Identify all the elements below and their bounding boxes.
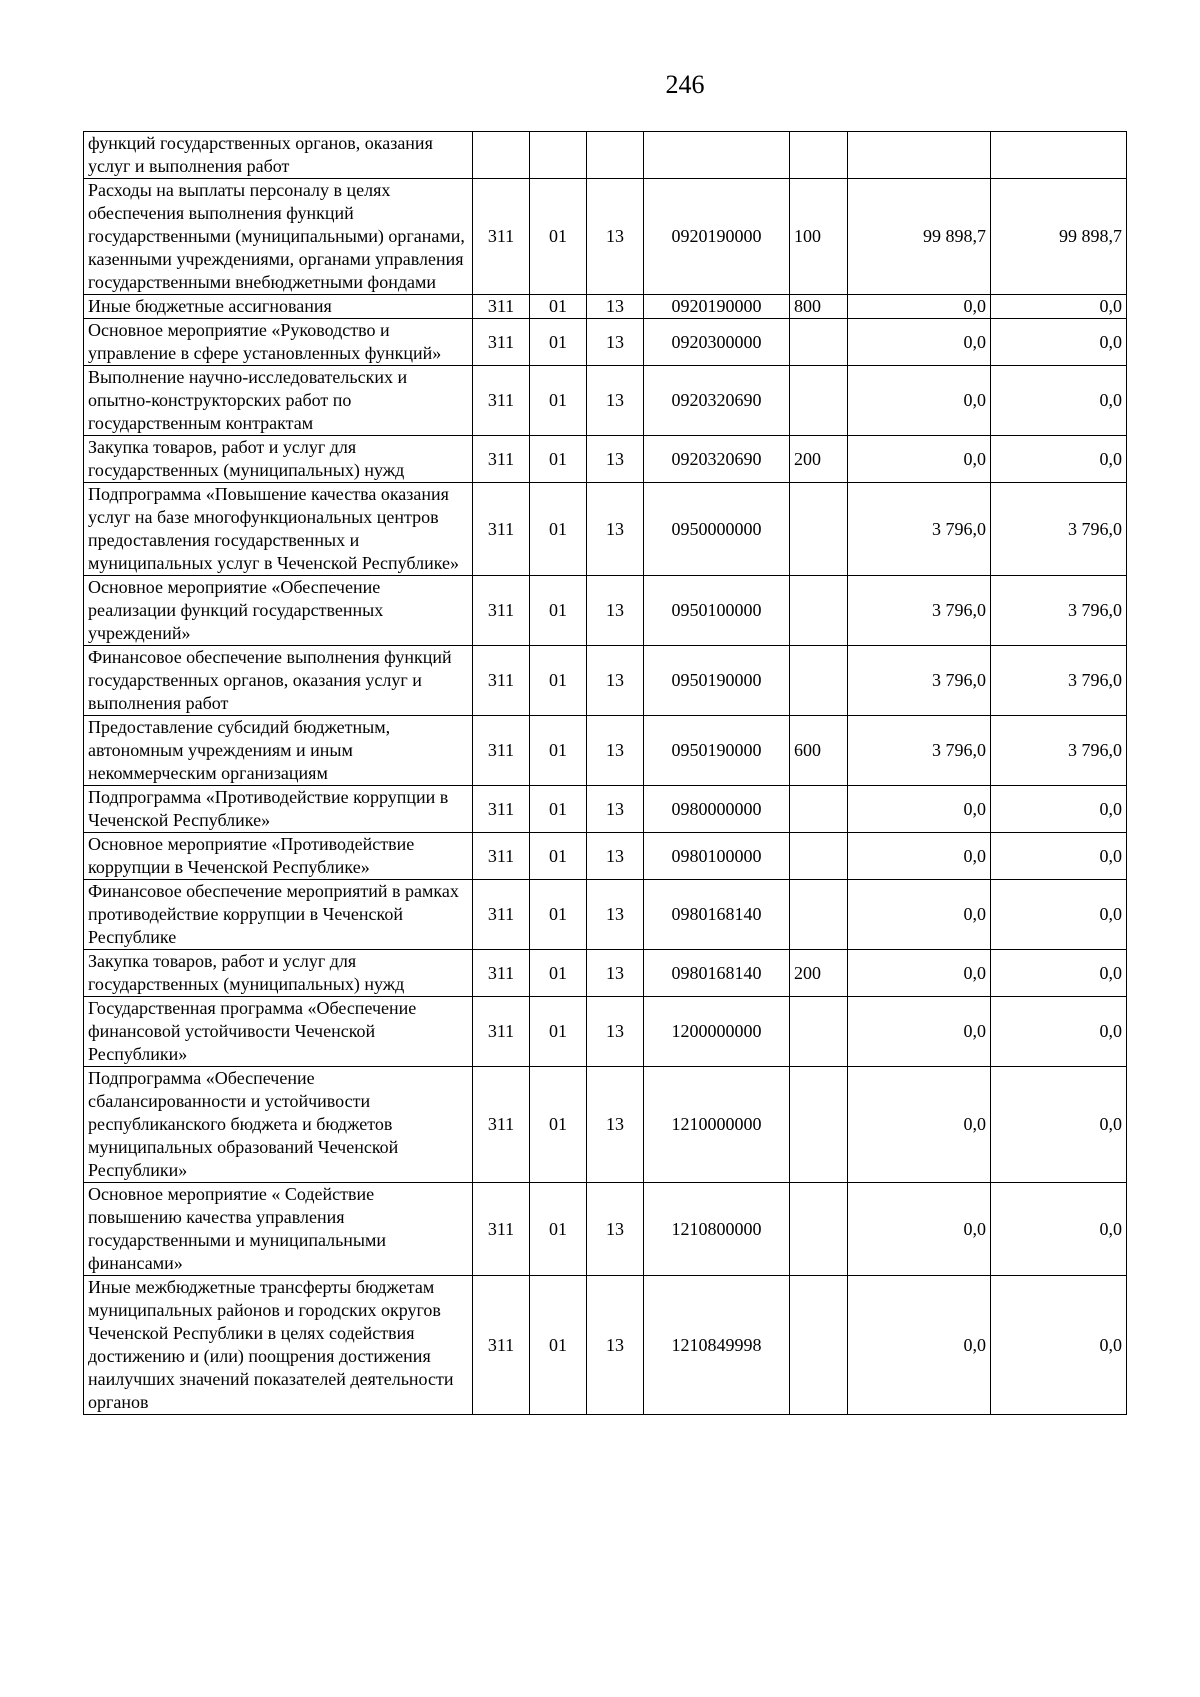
- expense-type-cell: [790, 366, 848, 436]
- amount-2-cell: [991, 132, 1127, 179]
- expense-type-cell: [790, 132, 848, 179]
- row-name-cell: Подпрограмма «Обеспечение сбалансированности и устойчивости республиканского бюджета и бюджетов муниципальных образований Чеченской Республики»: [84, 1067, 473, 1183]
- section-cell: 01: [530, 179, 587, 295]
- expense-type-cell: 100: [790, 179, 848, 295]
- target-article-cell: 0920320690: [644, 436, 790, 483]
- section-cell: [530, 132, 587, 179]
- table-row: [84, 132, 1127, 179]
- table-row: [84, 576, 1127, 646]
- target-article-cell: 0980168140: [644, 950, 790, 997]
- table-row: [84, 646, 1127, 716]
- expense-type-cell: [790, 786, 848, 833]
- expense-type-cell: [790, 576, 848, 646]
- amount-1-cell: 0,0: [848, 1067, 991, 1183]
- subsection-cell: 13: [587, 880, 644, 950]
- target-article-cell: 1200000000: [644, 997, 790, 1067]
- grbs-cell: 311: [473, 786, 530, 833]
- section-cell: 01: [530, 880, 587, 950]
- row-name-cell: Основное мероприятие «Руководство и управление в сфере установленных функций»: [84, 319, 473, 366]
- amount-2-cell: 0,0: [991, 786, 1127, 833]
- subsection-cell: 13: [587, 716, 644, 786]
- amount-2-cell: 3 796,0: [991, 716, 1127, 786]
- expense-type-cell: [790, 1067, 848, 1183]
- table-row: [84, 366, 1127, 436]
- subsection-cell: 13: [587, 997, 644, 1067]
- subsection-cell: 13: [587, 833, 644, 880]
- target-article-cell: 0980000000: [644, 786, 790, 833]
- table-row: [84, 483, 1127, 576]
- section-cell: 01: [530, 646, 587, 716]
- expense-type-cell: 600: [790, 716, 848, 786]
- section-cell: 01: [530, 950, 587, 997]
- amount-1-cell: 0,0: [848, 436, 991, 483]
- section-cell: 01: [530, 319, 587, 366]
- subsection-cell: 13: [587, 436, 644, 483]
- row-name-cell: Закупка товаров, работ и услуг для государственных (муниципальных) нужд: [84, 436, 473, 483]
- table-row: [84, 1183, 1127, 1276]
- amount-1-cell: 0,0: [848, 997, 991, 1067]
- grbs-cell: 311: [473, 833, 530, 880]
- expense-type-cell: 200: [790, 436, 848, 483]
- table-row: [84, 179, 1127, 295]
- section-cell: 01: [530, 295, 587, 319]
- row-name-cell: Предоставление субсидий бюджетным, автономным учреждениям и иным некоммерческим организациям: [84, 716, 473, 786]
- amount-1-cell: 0,0: [848, 950, 991, 997]
- section-cell: 01: [530, 716, 587, 786]
- section-cell: 01: [530, 833, 587, 880]
- section-cell: 01: [530, 483, 587, 576]
- grbs-cell: 311: [473, 880, 530, 950]
- target-article-cell: 0920190000: [644, 179, 790, 295]
- table-row: [84, 295, 1127, 319]
- table-row: [84, 436, 1127, 483]
- table-row: [84, 880, 1127, 950]
- grbs-cell: 311: [473, 366, 530, 436]
- amount-1-cell: 3 796,0: [848, 576, 991, 646]
- subsection-cell: 13: [587, 950, 644, 997]
- target-article-cell: 0980100000: [644, 833, 790, 880]
- table-row: [84, 950, 1127, 997]
- grbs-cell: 311: [473, 483, 530, 576]
- row-name-cell: Выполнение научно-исследовательских и опытно-конструкторских работ по государственным контрактам: [84, 366, 473, 436]
- row-name-cell: функций государственных органов, оказания услуг и выполнения работ: [84, 132, 473, 179]
- grbs-cell: 311: [473, 576, 530, 646]
- amount-2-cell: 0,0: [991, 319, 1127, 366]
- amount-2-cell: 0,0: [991, 1183, 1127, 1276]
- target-article-cell: 0950000000: [644, 483, 790, 576]
- target-article-cell: 1210849998: [644, 1276, 790, 1415]
- grbs-cell: 311: [473, 179, 530, 295]
- grbs-cell: 311: [473, 997, 530, 1067]
- subsection-cell: [587, 132, 644, 179]
- section-cell: 01: [530, 1067, 587, 1183]
- row-name-cell: Подпрограмма «Повышение качества оказания услуг на базе многофункциональных центров предоставления государственных и муниципальных услуг в Чеченской Республике»: [84, 483, 473, 576]
- amount-1-cell: 3 796,0: [848, 646, 991, 716]
- expense-type-cell: [790, 880, 848, 950]
- amount-1-cell: 0,0: [848, 786, 991, 833]
- subsection-cell: 13: [587, 1067, 644, 1183]
- table-row: [84, 997, 1127, 1067]
- row-name-cell: Закупка товаров, работ и услуг для государственных (муниципальных) нужд: [84, 950, 473, 997]
- subsection-cell: 13: [587, 646, 644, 716]
- amount-2-cell: 0,0: [991, 950, 1127, 997]
- subsection-cell: 13: [587, 1276, 644, 1415]
- target-article-cell: 1210000000: [644, 1067, 790, 1183]
- table-row: [84, 716, 1127, 786]
- target-article-cell: 0920300000: [644, 319, 790, 366]
- grbs-cell: 311: [473, 1183, 530, 1276]
- expense-type-cell: [790, 646, 848, 716]
- target-article-cell: 0950100000: [644, 576, 790, 646]
- row-name-cell: Финансовое обеспечение выполнения функций государственных органов, оказания услуг и выполнения работ: [84, 646, 473, 716]
- amount-2-cell: 0,0: [991, 1276, 1127, 1415]
- section-cell: 01: [530, 436, 587, 483]
- target-article-cell: 0920190000: [644, 295, 790, 319]
- section-cell: 01: [530, 997, 587, 1067]
- row-name-cell: Государственная программа «Обеспечение финансовой устойчивости Чеченской Республики»: [84, 997, 473, 1067]
- section-cell: 01: [530, 576, 587, 646]
- row-name-cell: Финансовое обеспечение мероприятий в рамках противодействие коррупции в Чеченской Республике: [84, 880, 473, 950]
- section-cell: 01: [530, 1276, 587, 1415]
- amount-1-cell: 0,0: [848, 366, 991, 436]
- expense-type-cell: 200: [790, 950, 848, 997]
- amount-1-cell: [848, 132, 991, 179]
- amount-1-cell: 0,0: [848, 295, 991, 319]
- amount-2-cell: 0,0: [991, 997, 1127, 1067]
- amount-2-cell: 3 796,0: [991, 646, 1127, 716]
- amount-1-cell: 3 796,0: [848, 716, 991, 786]
- amount-1-cell: 0,0: [848, 319, 991, 366]
- budget-table: [83, 131, 1127, 1415]
- subsection-cell: 13: [587, 786, 644, 833]
- row-name-cell: Расходы на выплаты персоналу в целях обеспечения выполнения функций государственными (муниципальными) органами, казенными учреждениями, органами управления государственными внебюджетными фондами: [84, 179, 473, 295]
- amount-2-cell: 0,0: [991, 833, 1127, 880]
- row-name-cell: Основное мероприятие « Содействие повышению качества управления государственными и муниципальными финансами»: [84, 1183, 473, 1276]
- grbs-cell: 311: [473, 319, 530, 366]
- subsection-cell: 13: [587, 576, 644, 646]
- expense-type-cell: [790, 1276, 848, 1415]
- grbs-cell: [473, 132, 530, 179]
- amount-2-cell: 0,0: [991, 880, 1127, 950]
- amount-2-cell: 3 796,0: [991, 483, 1127, 576]
- amount-2-cell: 0,0: [991, 1067, 1127, 1183]
- amount-2-cell: 0,0: [991, 436, 1127, 483]
- row-name-cell: Иные межбюджетные трансферты бюджетам муниципальных районов и городских округов Чеченской Республики в целях содействия достижению и (или) поощрения достижения наилучших значений показателей деятельности органов: [84, 1276, 473, 1415]
- subsection-cell: 13: [587, 1183, 644, 1276]
- row-name-cell: Основное мероприятие «Противодействие коррупции в Чеченской Республике»: [84, 833, 473, 880]
- grbs-cell: 311: [473, 950, 530, 997]
- table-row: [84, 319, 1127, 366]
- row-name-cell: Подпрограмма «Противодействие коррупции в Чеченской Республике»: [84, 786, 473, 833]
- subsection-cell: 13: [587, 295, 644, 319]
- expense-type-cell: [790, 997, 848, 1067]
- table-row: [84, 786, 1127, 833]
- grbs-cell: 311: [473, 716, 530, 786]
- amount-2-cell: 3 796,0: [991, 576, 1127, 646]
- expense-type-cell: [790, 483, 848, 576]
- page-number: 246: [665, 70, 705, 99]
- section-cell: 01: [530, 1183, 587, 1276]
- expense-type-cell: [790, 1183, 848, 1276]
- grbs-cell: 311: [473, 295, 530, 319]
- table-row: [84, 1067, 1127, 1183]
- amount-1-cell: 99 898,7: [848, 179, 991, 295]
- expense-type-cell: [790, 833, 848, 880]
- row-name-cell: Основное мероприятие «Обеспечение реализации функций государственных учреждений»: [84, 576, 473, 646]
- target-article-cell: 1210800000: [644, 1183, 790, 1276]
- subsection-cell: 13: [587, 319, 644, 366]
- amount-2-cell: 0,0: [991, 366, 1127, 436]
- table-body: [84, 132, 1127, 1415]
- expense-type-cell: [790, 319, 848, 366]
- expense-type-cell: 800: [790, 295, 848, 319]
- subsection-cell: 13: [587, 483, 644, 576]
- grbs-cell: 311: [473, 646, 530, 716]
- row-name-cell: Иные бюджетные ассигнования: [84, 295, 473, 319]
- grbs-cell: 311: [473, 436, 530, 483]
- amount-2-cell: 99 898,7: [991, 179, 1127, 295]
- amount-2-cell: 0,0: [991, 295, 1127, 319]
- target-article-cell: 0950190000: [644, 716, 790, 786]
- target-article-cell: [644, 132, 790, 179]
- subsection-cell: 13: [587, 366, 644, 436]
- amount-1-cell: 0,0: [848, 1183, 991, 1276]
- grbs-cell: 311: [473, 1067, 530, 1183]
- section-cell: 01: [530, 786, 587, 833]
- target-article-cell: 0920320690: [644, 366, 790, 436]
- target-article-cell: 0980168140: [644, 880, 790, 950]
- section-cell: 01: [530, 366, 587, 436]
- subsection-cell: 13: [587, 179, 644, 295]
- grbs-cell: 311: [473, 1276, 530, 1415]
- amount-1-cell: 3 796,0: [848, 483, 991, 576]
- amount-1-cell: 0,0: [848, 833, 991, 880]
- target-article-cell: 0950190000: [644, 646, 790, 716]
- amount-1-cell: 0,0: [848, 1276, 991, 1415]
- table-row: [84, 833, 1127, 880]
- amount-1-cell: 0,0: [848, 880, 991, 950]
- table-row: [84, 1276, 1127, 1415]
